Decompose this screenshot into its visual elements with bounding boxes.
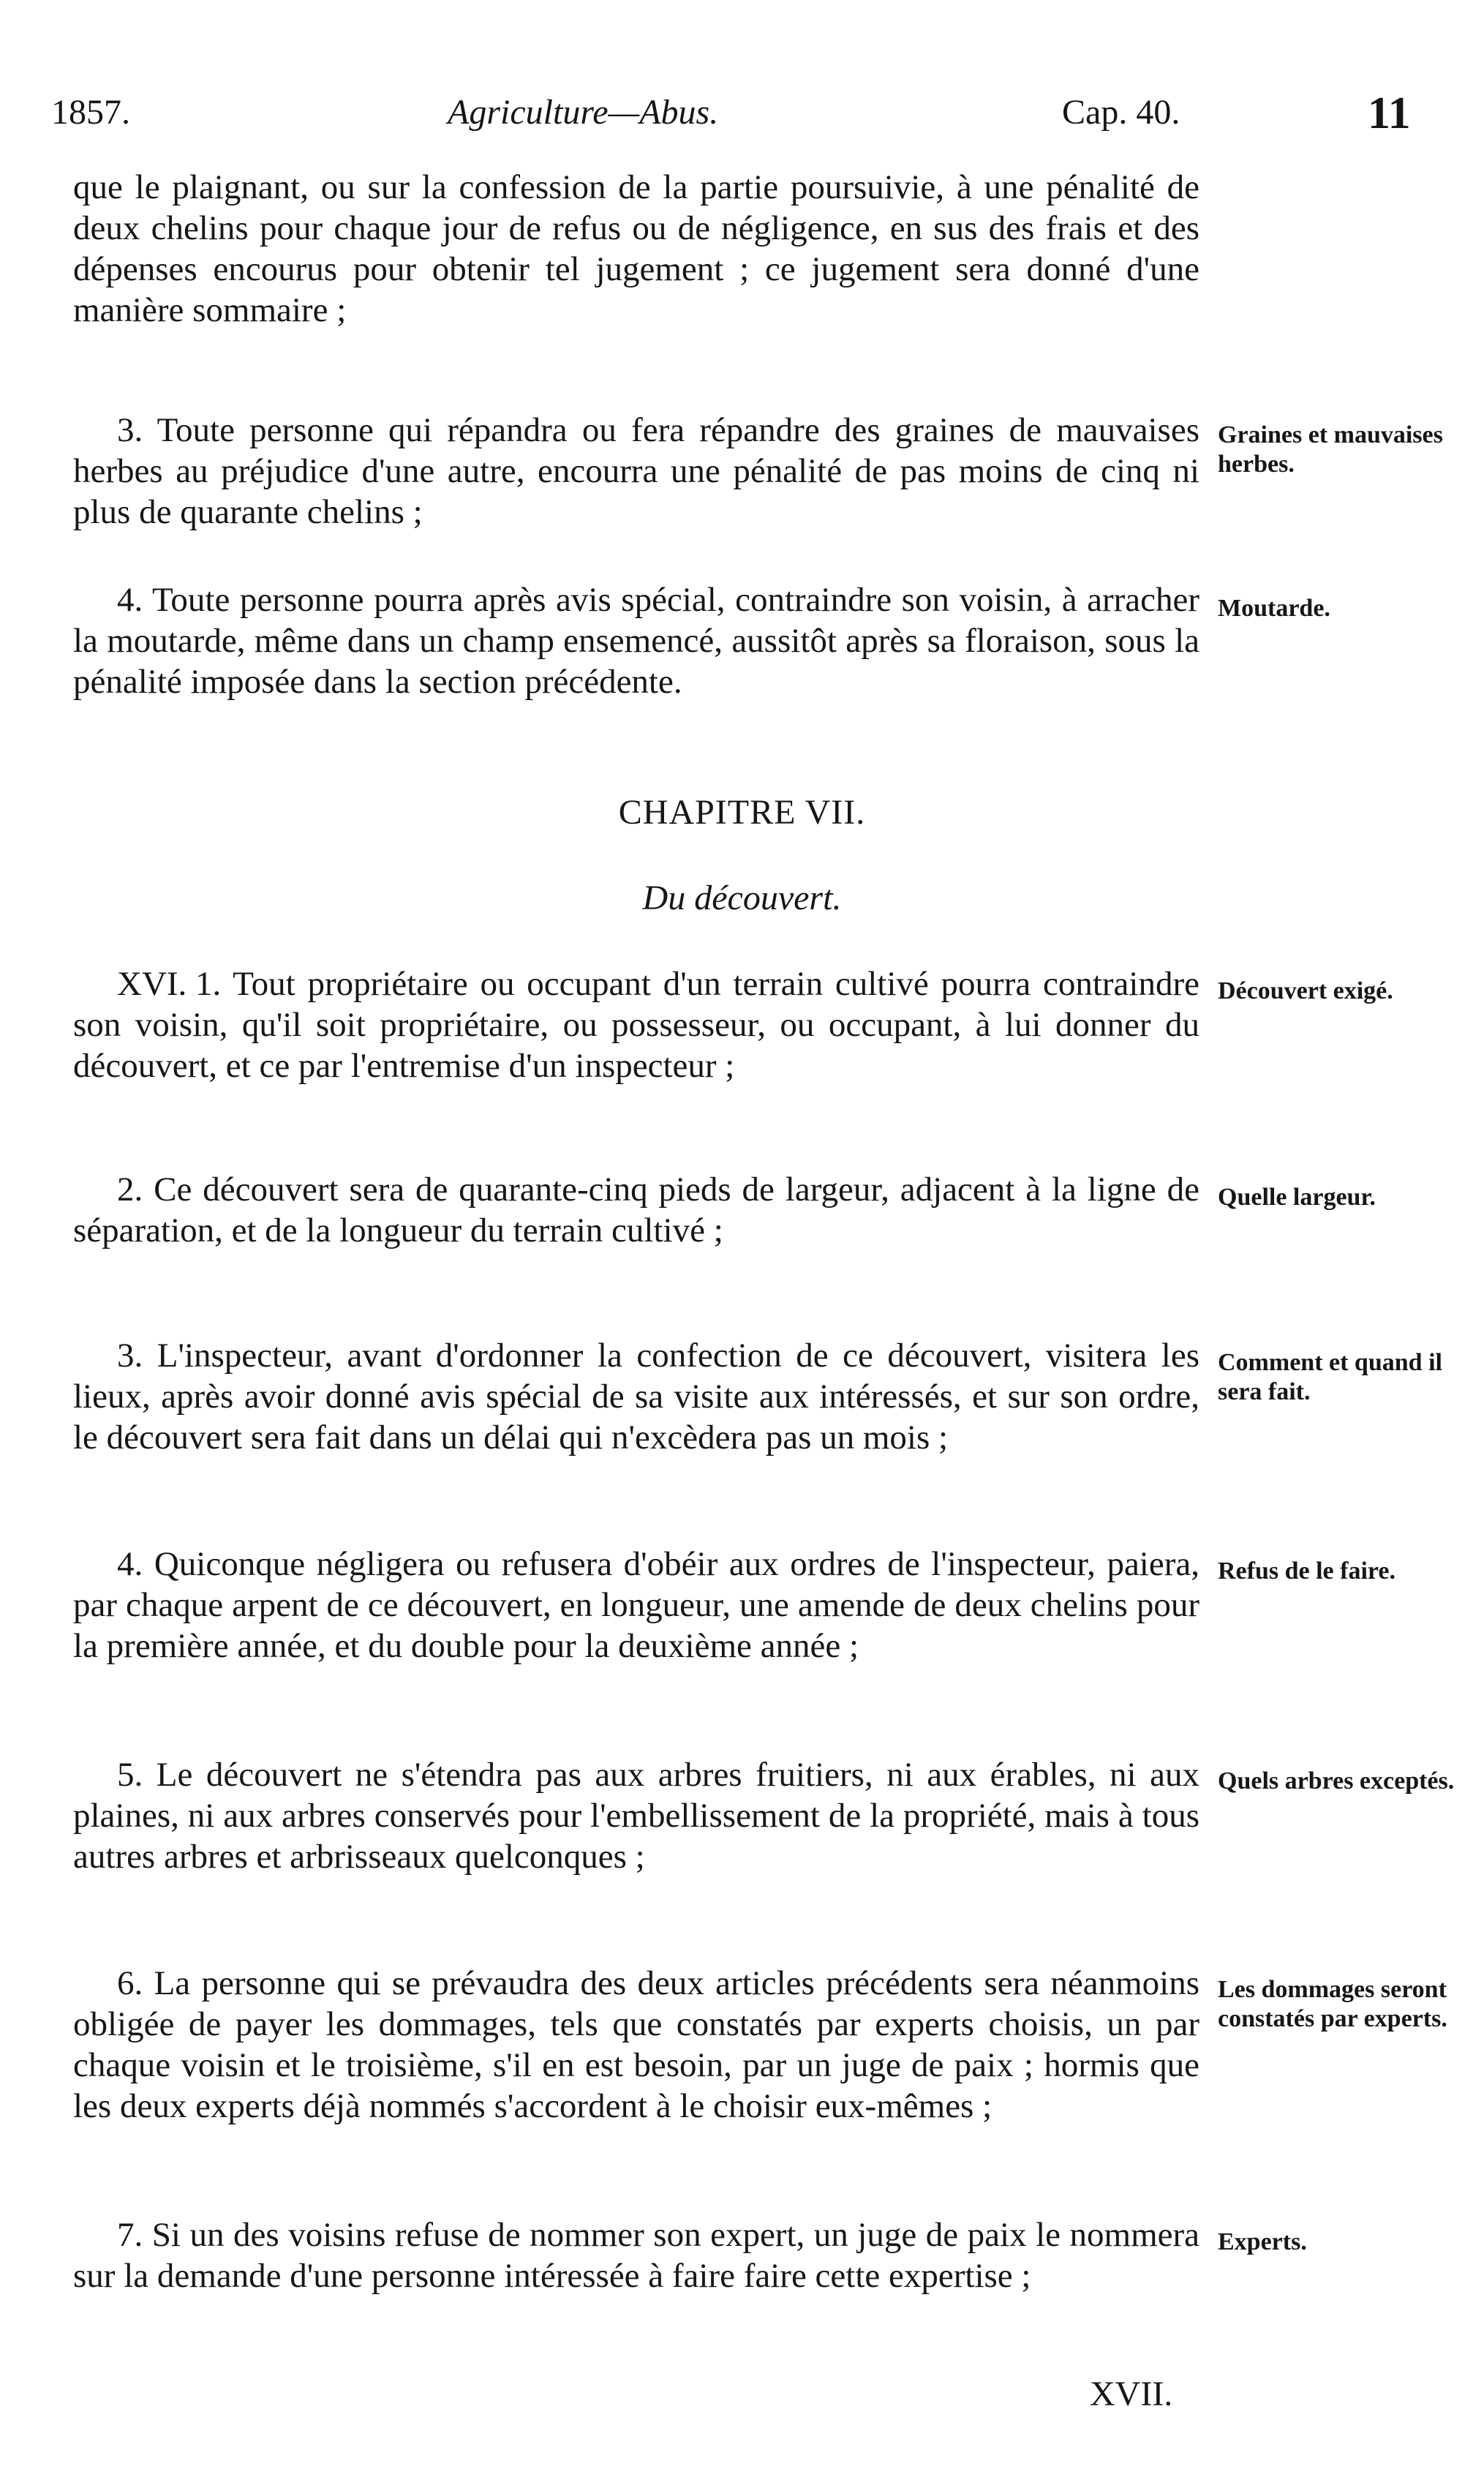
header-title: Agriculture—Abus. [448,93,719,132]
paragraph-7: 7. Si un des voisins refuse de nommer son expert, un juge de paix le nommera sur la demande d'une personne intéressée à faire faire cette expertise ; [73,2216,1200,2295]
chapter-heading: CHAPITRE VII. [618,793,866,832]
running-header [0,86,1484,138]
paragraph-continued: que le plaignant, ou sur la confession de la partie poursuivie, à une pénalité de deux chelins pour chaque jour de refus ou de négligence, en sus des frais et des dépenses encourus pour obtenir tel jugement ; ce jugement sera donné d'une manière sommaire ; [73,168,1199,329]
margin-note-decouvert: Découvert exigé. [1218,977,1393,1004]
margin-note-dommages: Les dommages seront constatés par experts. [1218,1976,1447,2032]
margin-note-graines: Graines et mauvaises herbes. [1218,421,1443,478]
paragraph-4: 4. Toute personne pourra après avis spécial, contraindre son voisin, à arracher la moutarde, même dans un champ ensemencé, aussitôt après sa floraison, sous la pénalité imposée dans la section précédente. [73,581,1200,701]
margin-note-comment: Comment et quand il sera fait. [1218,1349,1442,1405]
paragraph-4b: 4. Quiconque négligera ou refusera d'obéir aux ordres de l'inspecteur, paiera, par chaque arpent de ce découvert, en longueur, une amende de deux chelins pour la première année, et du double pour la deuxième année ; [73,1545,1199,1665]
header-chapter: Cap. 40. [1062,93,1180,132]
chapter-subheading: Du découvert. [642,879,842,917]
header-year: 1857. [51,93,130,132]
paragraph-2: 2. Ce découvert sera de quarante-cinq pieds de largeur, adjacent à la ligne de séparation, et de la longueur du terrain cultivé ; [73,1170,1199,1249]
margin-note-arbres: Quels arbres exceptés. [1218,1767,1455,1795]
paragraph-3: 3. Toute personne qui répandra ou fera répandre des graines de mauvaises herbes au préjudice d'une autre, encourra une pénalité de pas moins de cinq ni plus de quarante chelins ; [73,411,1199,531]
paragraph-xvi-1: XVI. 1. Tout propriétaire ou occupant d'un terrain cultivé pourra contraindre son voisin, qu'il soit propriétaire, ou possesseur, ou occupant, à lui donner du découvert, et ce par l'entremise d'un inspecteur ; [73,965,1199,1085]
paragraph-3b: 3. L'inspecteur, avant d'ordonner la confection de ce découvert, visitera les lieux, après avoir donné avis spécial de sa visite aux intéressés, et sur son ordre, le découvert sera fait dans un délai qui n'excèdera pas un mois ; [73,1337,1200,1457]
margin-note-largeur: Quelle largeur. [1218,1184,1376,1211]
paragraph-6: 6. La personne qui se prévaudra des deux articles précédents sera néanmoins obligée de payer les dommages, tels que constatés par experts choisis, un par chaque voisin et le troisième, s'il en est besoin, par un juge de paix ; hormis que les deux experts déjà nommés s'accordent à le choisir eux-mêmes ; [73,1964,1200,2125]
margin-note-refus: Refus de le faire. [1218,1557,1396,1585]
margin-note-experts: Experts. [1218,2228,1307,2255]
margin-note-moutarde: Moutarde. [1218,595,1330,622]
page-number: 11 [1368,89,1411,138]
catchword: XVII. [1090,2375,1173,2413]
paragraph-5: 5. Le découvert ne s'étendra pas aux arbres fruitiers, ni aux érables, ni aux plaines, ni aux arbres conservés pour l'embellissement de la propriété, mais à tous autres arbres et arbrisseaux quelconques ; [73,1756,1200,1876]
